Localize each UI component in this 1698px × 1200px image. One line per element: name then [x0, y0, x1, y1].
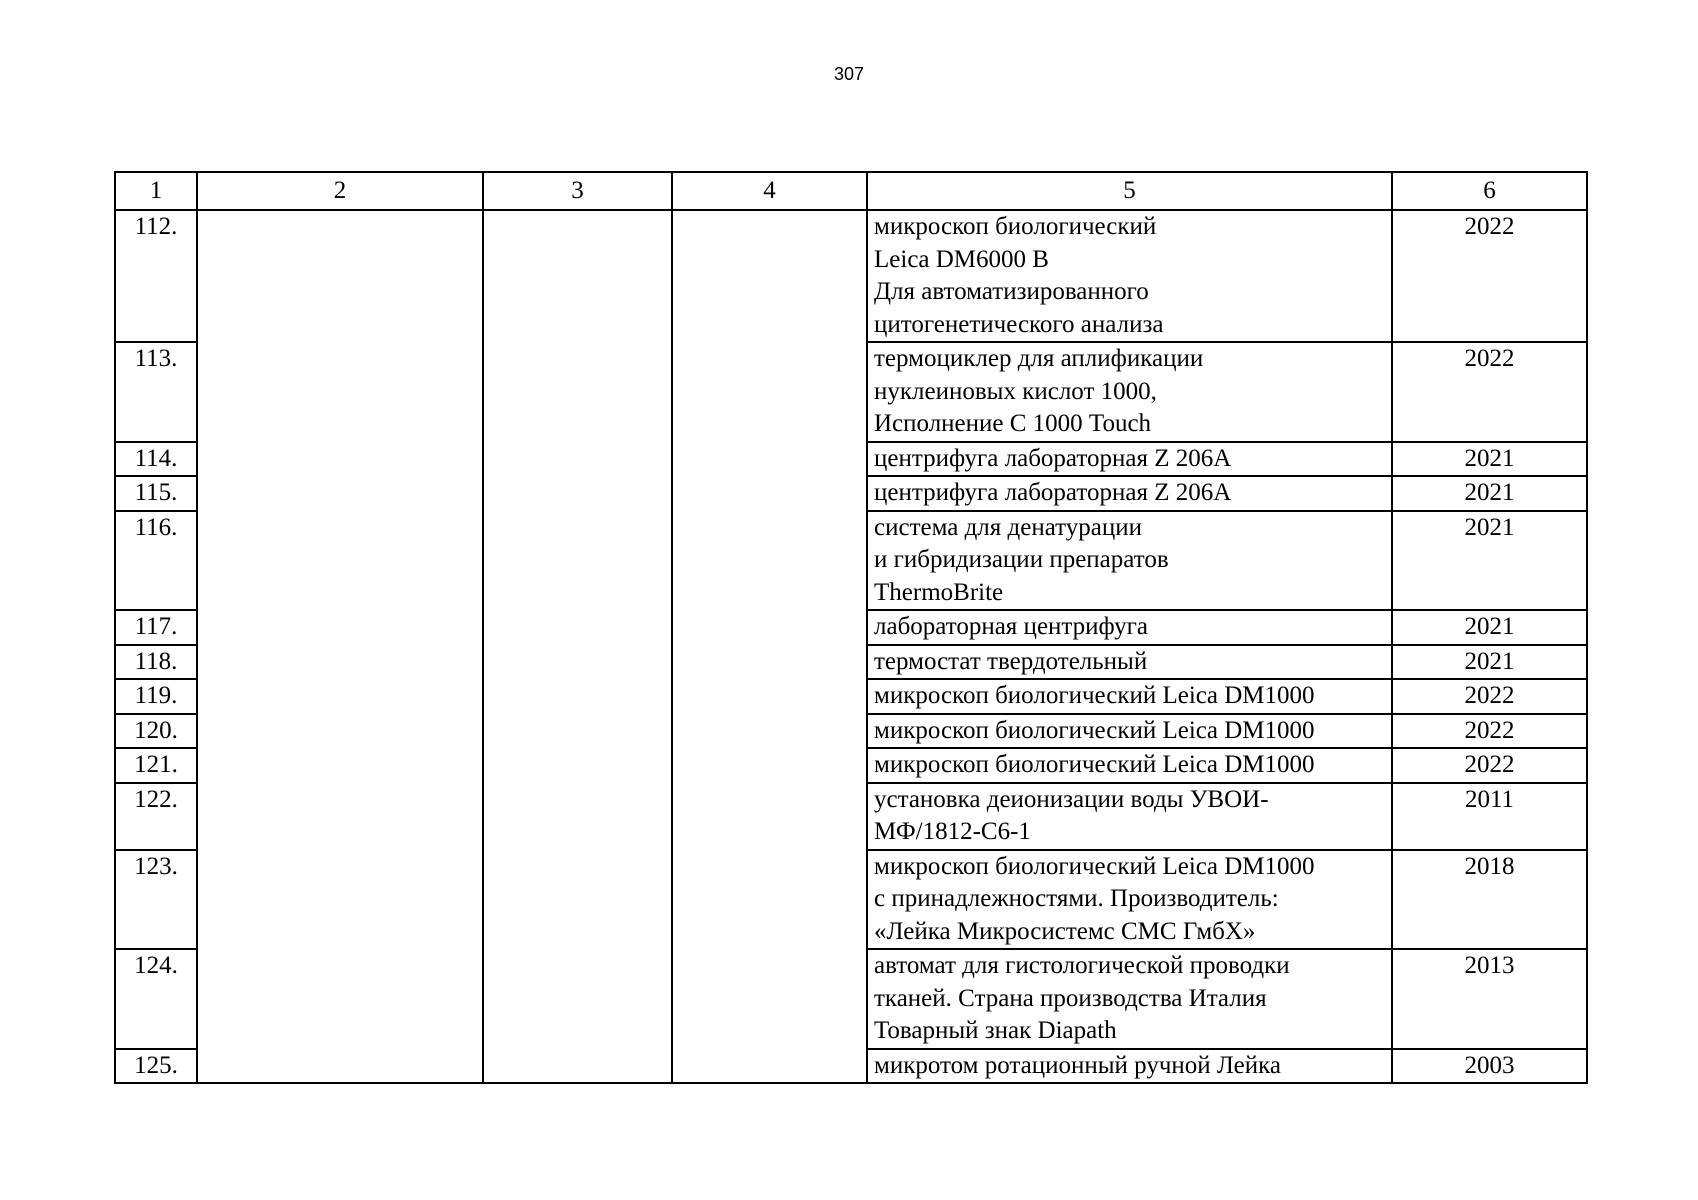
- row-number: 119.: [115, 679, 197, 714]
- equipment-description: термоциклер для аплификации нуклеиновых кислот 1000, Исполнение С 1000 Touch: [867, 342, 1392, 442]
- row-number: 120.: [115, 714, 197, 749]
- equipment-description: микроскоп биологический Leica DM1000: [867, 748, 1392, 783]
- row-number: 122.: [115, 783, 197, 850]
- column-header: 3: [483, 172, 672, 210]
- equipment-description: центрифуга лабораторная Z 206A: [867, 442, 1392, 477]
- column-header: 1: [115, 172, 197, 210]
- page-number: 307: [833, 64, 865, 84]
- year-cell: 2021: [1392, 476, 1587, 511]
- table-row: [115, 210, 1587, 342]
- year-cell: 2018: [1392, 850, 1587, 950]
- column-header: 6: [1392, 172, 1587, 210]
- year-cell: 2013: [1392, 949, 1587, 1049]
- row-number: 124.: [115, 949, 197, 1049]
- year-cell: 2022: [1392, 714, 1587, 749]
- equipment-description: система для денатурации и гибридизации препаратов ThermoBrite: [867, 511, 1392, 611]
- year-cell: 2022: [1392, 210, 1587, 342]
- column-header: 5: [867, 172, 1392, 210]
- merged-empty-cell: [483, 210, 672, 1083]
- merged-empty-cell: [197, 210, 483, 1083]
- row-number: 125.: [115, 1049, 197, 1084]
- table-header-row: [115, 172, 1587, 210]
- row-number: 116.: [115, 511, 197, 611]
- column-header: 2: [197, 172, 483, 210]
- equipment-description: микроскоп биологический Leica DM1000 с принадлежностями. Производитель: «Лейка Микросистемс СМС ГмбХ»: [867, 850, 1392, 950]
- column-header: 4: [672, 172, 867, 210]
- year-cell: 2003: [1392, 1049, 1587, 1084]
- row-number: 117.: [115, 610, 197, 645]
- row-number: 118.: [115, 645, 197, 680]
- equipment-description: термостат твердотельный: [867, 645, 1392, 680]
- row-number: 112.: [115, 210, 197, 342]
- equipment-description: лабораторная центрифуга: [867, 610, 1392, 645]
- year-cell: 2021: [1392, 511, 1587, 611]
- merged-empty-cell: [672, 210, 867, 1083]
- row-number: 114.: [115, 442, 197, 477]
- row-number: 123.: [115, 850, 197, 950]
- year-cell: 2011: [1392, 783, 1587, 850]
- equipment-table: [114, 171, 1588, 1084]
- year-cell: 2022: [1392, 679, 1587, 714]
- row-number: 115.: [115, 476, 197, 511]
- year-cell: 2021: [1392, 645, 1587, 680]
- row-number: 121.: [115, 748, 197, 783]
- year-cell: 2021: [1392, 442, 1587, 477]
- equipment-description: микротом ротационный ручной Лейка: [867, 1049, 1392, 1084]
- equipment-description: центрифуга лабораторная Z 206A: [867, 476, 1392, 511]
- year-cell: 2021: [1392, 610, 1587, 645]
- equipment-description: микроскоп биологический Leica DM1000: [867, 679, 1392, 714]
- row-number: 113.: [115, 342, 197, 442]
- equipment-description: установка деионизации воды УВОИ- МФ/1812-С6-1: [867, 783, 1392, 850]
- year-cell: 2022: [1392, 342, 1587, 442]
- equipment-description: автомат для гистологической проводки тканей. Страна производства Италия Товарный знак Diapath: [867, 949, 1392, 1049]
- equipment-description: микроскоп биологический Leica DM6000 B Для автоматизированного цитогенетического анализа: [867, 210, 1392, 342]
- year-cell: 2022: [1392, 748, 1587, 783]
- equipment-description: микроскоп биологический Leica DM1000: [867, 714, 1392, 749]
